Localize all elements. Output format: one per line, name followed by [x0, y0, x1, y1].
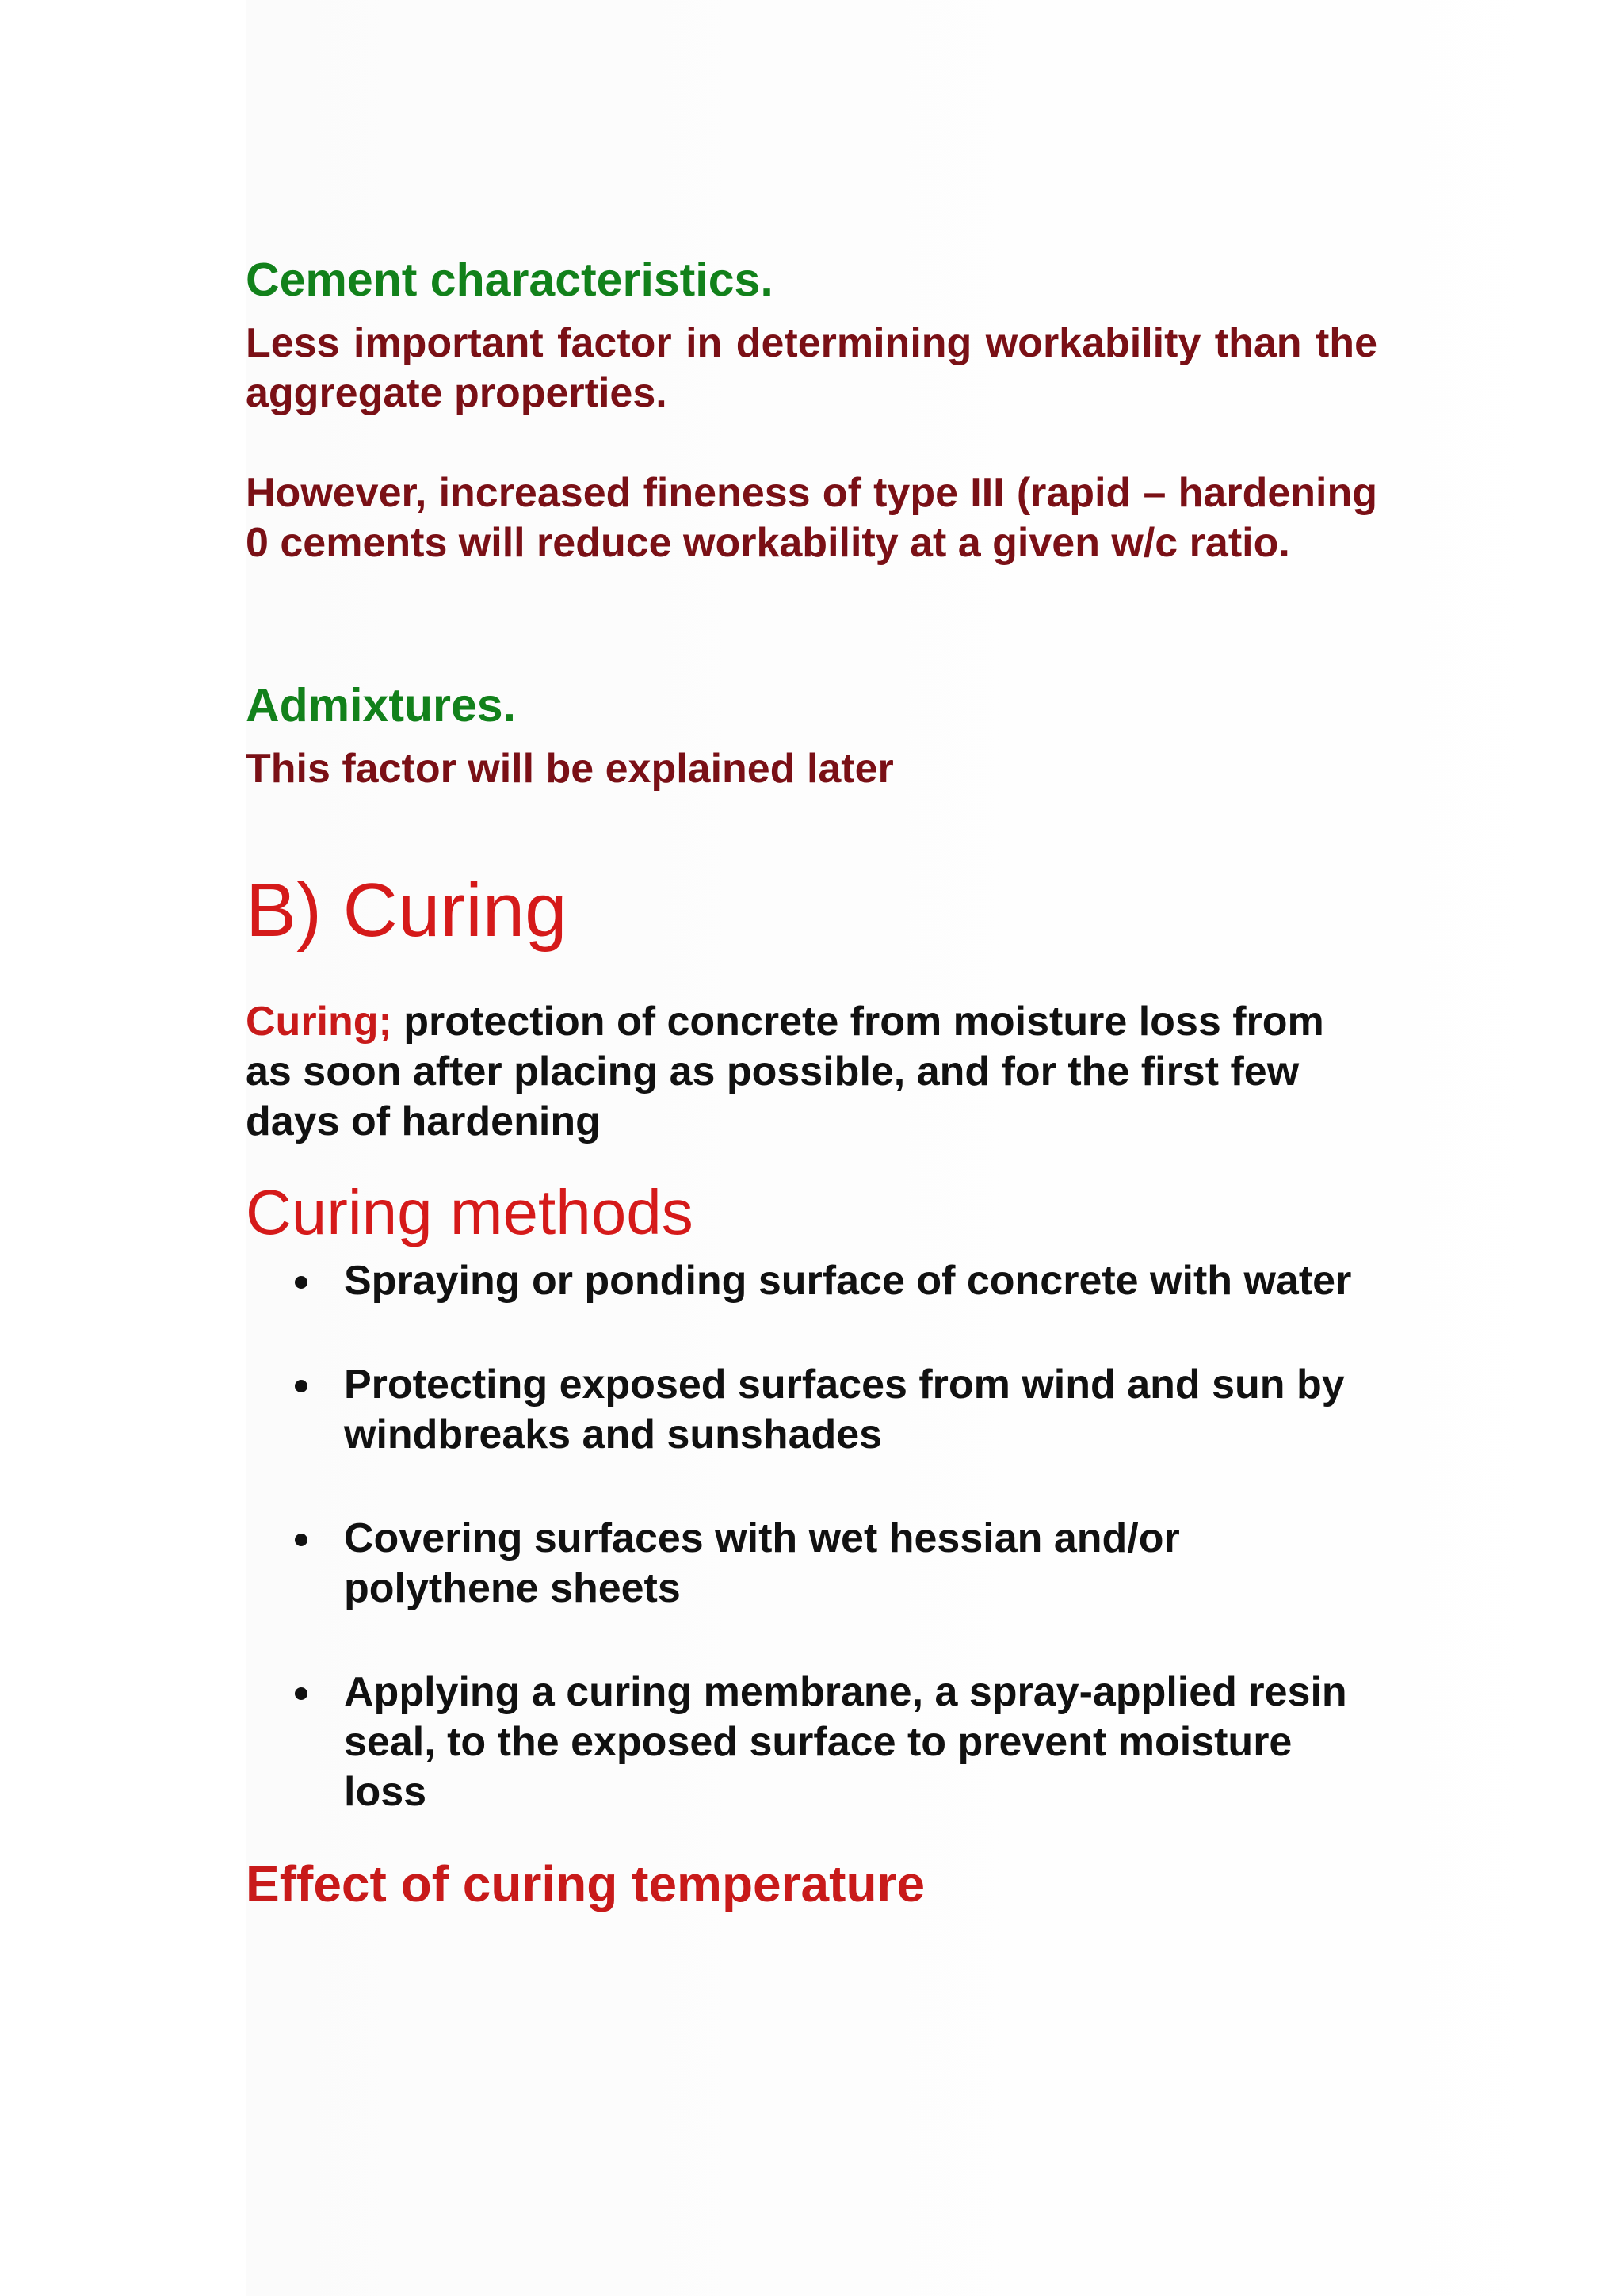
list-item-text: Applying a curing membrane, a spray-applied resin seal, to the exposed surface to prevent moisture loss [344, 1669, 1347, 1815]
curing-methods-title: Curing methods [246, 1177, 693, 1247]
document-content [246, 252, 1377, 1914]
list-item-text: Covering surfaces with wet hessian and/or polythene sheets [344, 1515, 1180, 1611]
admixtures-paragraph: This factor will be explained later [246, 746, 894, 792]
bullet-icon [295, 1534, 307, 1546]
curing-section-title: B) Curing [246, 868, 567, 953]
curing-definition [246, 997, 1377, 1147]
bullet-icon [295, 1276, 307, 1289]
admixtures-heading: Admixtures. [246, 679, 516, 732]
curing-definition-term: Curing; [246, 999, 392, 1045]
curing-methods-list [246, 1256, 1377, 1817]
list-item [246, 1668, 1377, 1817]
bullet-icon [295, 1380, 307, 1392]
list-item [246, 1514, 1377, 1614]
list-item-text: Spraying or ponding surface of concrete with water [344, 1258, 1352, 1304]
cement-paragraph-1: Less important factor in determining workability than the aggregate properties. [246, 320, 1377, 416]
list-item-text: Protecting exposed surfaces from wind and sun by windbreaks and sunshades [344, 1362, 1345, 1457]
curing-definition-text: protection of concrete from moisture loss from as soon after placing as possible, and for the first few days of hardening [246, 999, 1324, 1144]
list-item [246, 1256, 1377, 1306]
cement-heading: Cement characteristics. [246, 254, 773, 306]
effect-of-curing-temperature-heading: Effect of curing temperature [246, 1855, 926, 1912]
bullet-icon [295, 1687, 307, 1700]
cement-paragraph-2: However, increased fineness of type III (rapid – hardening 0 cements will reduce workability at a given w/c ratio. [246, 470, 1377, 566]
list-item [246, 1360, 1377, 1460]
